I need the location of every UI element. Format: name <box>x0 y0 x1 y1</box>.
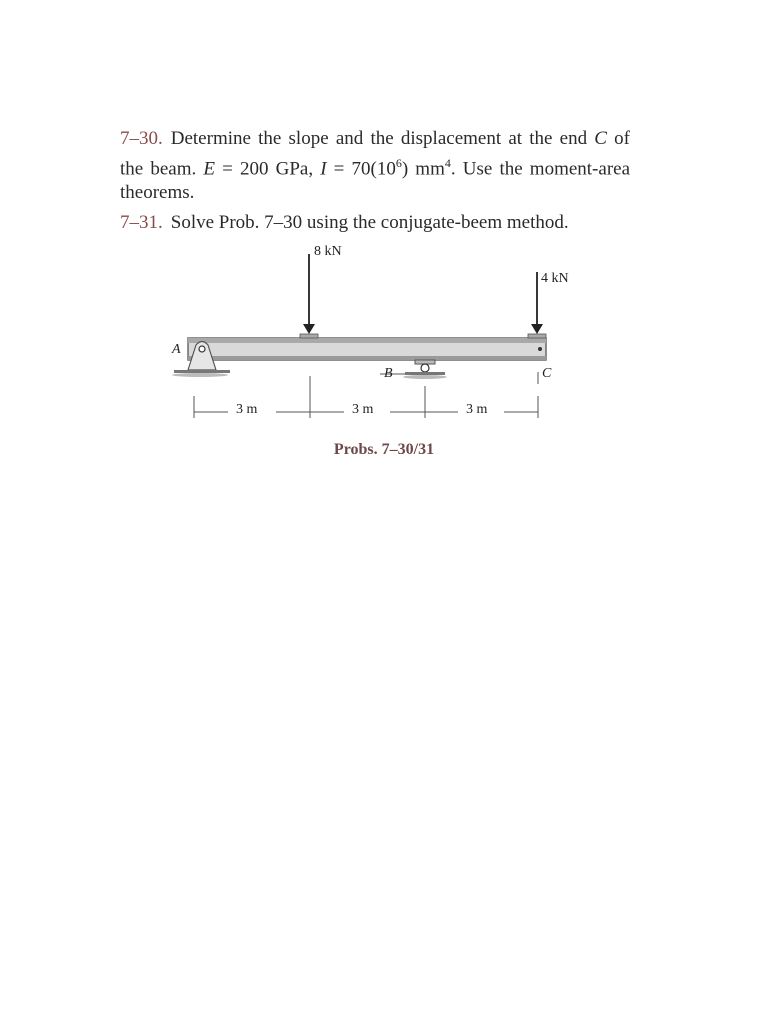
problem-number: 7–31. <box>120 212 163 233</box>
load-arrow-8kn <box>300 254 318 338</box>
problem-text: Solve Prob. 7–30 using the conjugate-beem method. <box>170 212 569 233</box>
problem-text: . Use the moment-area theorems. <box>120 158 631 204</box>
label-a: A <box>172 342 181 357</box>
label-c: C <box>542 366 552 381</box>
load-label-8kn: 8 kN <box>314 244 342 259</box>
problem-text: Determine the slope and the displacement at the end <box>170 128 595 149</box>
problem-text: of the beam. <box>120 128 631 180</box>
figure-caption: Probs. 7–30/31 <box>333 441 435 458</box>
problem-7-30 <box>120 127 630 205</box>
inertia-unit: ) mm <box>401 158 445 180</box>
inertia-symbol: I <box>320 158 327 180</box>
roller-support-b <box>403 360 447 379</box>
inertia-value: = 70(10 <box>326 158 396 180</box>
point-c-symbol: C <box>594 128 607 149</box>
inertia-unit-exponent: 4 <box>444 156 451 170</box>
problem-7-31 <box>120 211 630 235</box>
modulus-symbol: E <box>203 158 215 180</box>
beam-diagram <box>160 238 580 428</box>
label-b: B <box>384 366 393 381</box>
load-label-4kn: 4 kN <box>541 271 569 286</box>
modulus-value: = 200 GPa, <box>214 158 321 180</box>
beam-figure <box>160 238 580 428</box>
dimension-label-1: 3 m <box>236 402 258 417</box>
inertia-exponent: 6 <box>395 156 402 170</box>
dimension-label-2: 3 m <box>352 402 374 417</box>
dimension-label-3: 3 m <box>466 402 488 417</box>
problem-number: 7–30. <box>120 128 163 149</box>
